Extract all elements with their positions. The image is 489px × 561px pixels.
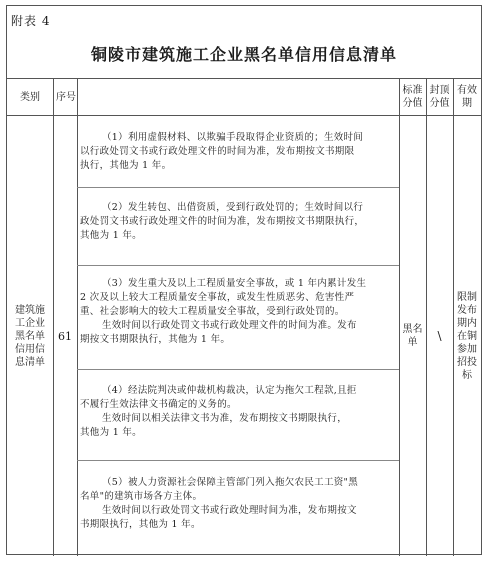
item-line: 不履行生效法律文书确定的义务的。 (80, 399, 237, 410)
header-cap-score-line1: 封顶 (429, 85, 450, 96)
list-item (78, 201, 398, 243)
standard-score-line: 单 (407, 337, 418, 348)
list-item (78, 277, 398, 347)
category-line: 信用信 (15, 343, 45, 355)
item-divider (77, 460, 399, 461)
validity-cell (453, 116, 481, 556)
list-item (78, 384, 398, 440)
category-line: 息清单 (15, 356, 45, 368)
header-seq: 序号 (56, 91, 76, 103)
item-line: （2）发生转包、出借资质，受到行政处罚的；生效时间以行 (102, 202, 364, 213)
validity-line: 期内 (457, 317, 477, 329)
item-line: （5）被人力资源社会保障主管部门列入拖欠农民工工资"黑 (102, 477, 359, 488)
validity-line: 发布 (457, 304, 477, 316)
item-line: （3）发生重大及以上工程质量安全事故，或 1 年内累计发生 (102, 278, 367, 289)
header-validity-line1: 有效 (457, 85, 477, 96)
header-validity-line2: 期 (462, 98, 472, 109)
category-line: 工企业 (15, 317, 45, 329)
item-divider (77, 369, 399, 370)
item-line: （1）利用虚假材料、以欺骗手段取得企业资质的；生效时间 (102, 132, 364, 143)
cap-score-cell: \ (437, 328, 442, 343)
item-line: 重、社会影响大的较大工程质量安全事故，受到行政处罚的。 (80, 306, 345, 317)
standard-score-line: 黑名 (402, 324, 423, 335)
header-standard-score (399, 79, 426, 115)
item-line: 以行政处罚文书或行政处理文件的时间为准，发布期按文书期限 (80, 146, 355, 157)
header-category: 类别 (20, 91, 40, 103)
category-cell (7, 116, 53, 556)
item-line: 期按文书期限执行，其他为 1 年。 (80, 334, 231, 345)
item-line: 执行，其他为 1 年。 (80, 160, 172, 171)
category-line: 建筑施 (15, 304, 45, 316)
document-title: 铜陵市建筑施工企业黑名单信用信息清单 (90, 45, 397, 64)
list-item (78, 131, 398, 173)
header-cap-score (426, 79, 453, 115)
item-divider (77, 265, 399, 266)
item-line: 政处罚文书或行政处理文件的时间为准，发布期按文书期限执行， (80, 216, 365, 227)
validity-line: 标 (462, 369, 472, 381)
list-item (78, 476, 398, 532)
validity-line: 在铜 (457, 330, 477, 342)
item-line: 生效时间以行政处罚文书或行政处理时间为准，发布期按文 (102, 505, 357, 516)
header-content (77, 79, 399, 115)
item-line: 名单"的建筑市场各方主体。 (80, 491, 203, 502)
item-line: 书期限执行，其他为 1 年。 (80, 519, 201, 530)
standard-score-cell (399, 116, 426, 556)
header-validity (453, 79, 481, 115)
validity-line: 招投 (457, 356, 477, 368)
item-line: 其他为 1 年。 (80, 427, 142, 438)
header-cap-score-line2: 分值 (429, 98, 450, 109)
header-standard-score-line1: 标准 (402, 85, 423, 96)
item-line: 2 次及以上较大工程质量安全事故，或发生性质恶劣、危害性严 (80, 292, 355, 303)
validity-line: 参加 (457, 343, 477, 355)
category-line: 黑名单 (15, 330, 45, 342)
seq-number: 61 (58, 329, 72, 343)
blacklist-table (7, 78, 481, 555)
document-frame (6, 5, 482, 555)
validity-line: 限制 (457, 291, 477, 303)
item-line: 生效时间以相关法律文书为准，发布期按文书期限执行， (102, 413, 348, 424)
header-standard-score-line2: 分值 (402, 98, 423, 109)
item-line: 其他为 1 年。 (80, 230, 142, 241)
item-divider (77, 187, 399, 188)
appendix-label: 附表 4 (11, 14, 51, 28)
item-line: （4）经法院判决或仲裁机构裁决，认定为拖欠工程款,且拒 (102, 385, 357, 396)
item-line: 生效时间以行政处罚文书或行政处理文件的时间为准。发布 (102, 320, 357, 331)
